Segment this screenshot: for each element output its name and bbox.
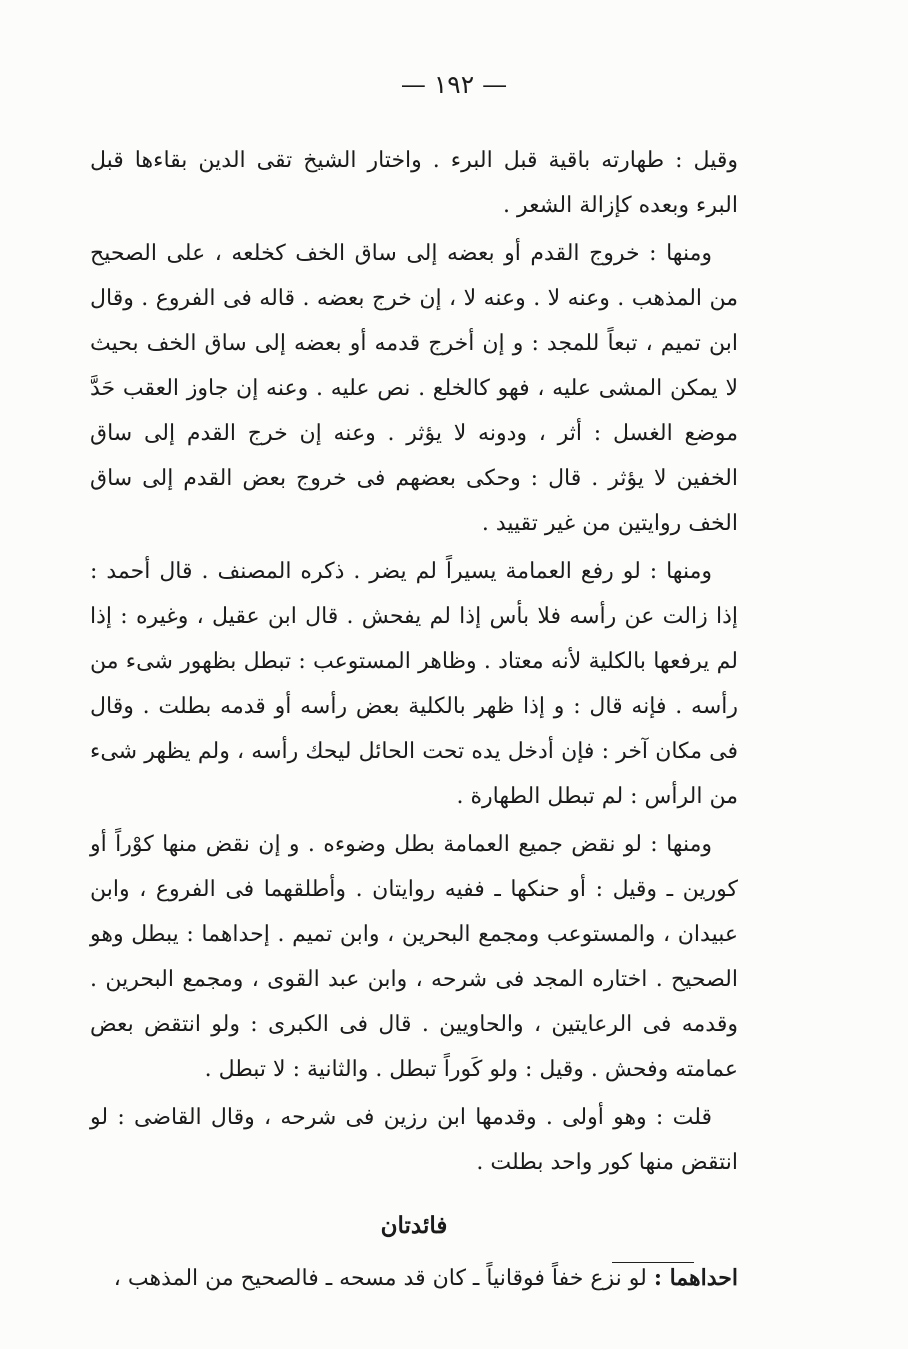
paragraph-3: ومنها : لو رفع العمامة يسيراً لم يضر . ذكره المصنف . قال أحمد : إذا زالت عن رأسه فلا بأس إذا لم يفحش . قال ابن عقيل ، وغيره : إذا لم يرفعها بالكلية لأنه معتاد . وظاهر المستوعب : تبطل بظهور شىء من رأسه . فإنه قال : و إذا ظهر بالكلية بعض رأسه أو قدمه بطلت . وقال فى مكان آخر : فإن أدخل يده تحت الحائل ليحك رأسه ، ولم يظهر شىء من الرأس : لم تبطل الطهارة . (90, 559, 738, 809)
page-body (90, 138, 738, 1304)
final-paragraph-text: لو نزع خفاً فوقانياً ـ كان قد مسحه ـ فالصحيح من المذهب ، (113, 1266, 647, 1291)
paragraph-1: وقيل : طهارته باقية قبل البرء . واختار الشيخ تقى الدين بقاءها قبل البرء وبعده كإزالة الشعر . (90, 148, 738, 218)
page-number: — ١٩٢ — (400, 70, 508, 99)
final-paragraph-lead: احداهما : (653, 1265, 738, 1291)
section-heading: فائدتان (380, 1212, 448, 1239)
footnote-divider (612, 1262, 694, 1263)
paragraph-5: قلت : وهو أولى . وقدمها ابن رزين فى شرحه ، وقال القاضى : لو انتقض منها كور واحد بطلت . (90, 1105, 738, 1175)
paragraph-2: ومنها : خروج القدم أو بعضه إلى ساق الخف كخلعه ، على الصحيح من المذهب . وعنه لا . وعنه لا ، إن خرج بعضه . قاله فى الفروع . وقال ابن تميم ، تبعاً للمجد : و إن أخرج قدمه أو بعضه إلى ساق الخف بحيث لا يمكن المشى عليه ، فهو كالخلع . نص عليه . وعنه إن جاوز العقب حَدَّ موضع الغسل : أثر ، ودونه لا يؤثر . وعنه إن خرج القدم إلى ساق الخفين لا يؤثر . قال : وحكى بعضهم فى خروج بعض القدم إلى ساق الخف روايتين من غير تقييد . (90, 241, 738, 536)
paragraph-4: ومنها : لو نقض جميع العمامة بطل وضوءه . و إن نقض منها كوْراً أو كورين ـ وقيل : أو حنكها ـ ففيه روايتان . وأطلقهما فى الفروع ، وابن عبيدان ، والمستوعب ومجمع البحرين ، وابن تميم . إحداهما : يبطل وهو الصحيح . اختاره المجد فى شرحه ، وابن عبد القوى ، ومجمع البحرين . وقدمه فى الرعايتين ، والحاويين . قال فى الكبرى : ولو انتقض بعض عمامته وفحش . وقيل : ولو كَوراً تبطل . والثانية : لا تبطل . (90, 832, 738, 1082)
